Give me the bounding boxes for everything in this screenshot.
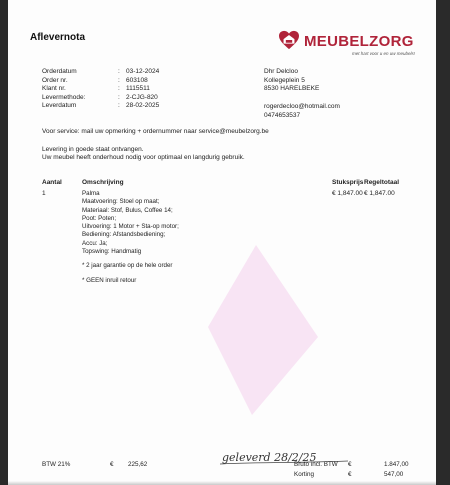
row-qty: 1 <box>42 190 46 197</box>
handwritten-signature <box>218 448 368 466</box>
document-title: Aflevernota <box>30 32 86 43</box>
spec-line: Materiaal: Stof, Bulus, Coffee 14; <box>82 206 173 214</box>
spec-line: Maatvoering: Stoel op maat; <box>82 198 160 206</box>
meta-colon: : <box>118 102 120 109</box>
spec-line: Bediening: Afstandsbediening; <box>82 231 166 239</box>
meta-value: 2-CJG-820 <box>126 93 158 101</box>
delivery-note-page <box>8 0 436 485</box>
meta-label: Klant nr. <box>42 85 66 92</box>
customer-name: Dhr Delcloo <box>264 68 298 75</box>
spec-line: Poot: Poten; <box>82 214 117 222</box>
service-note: Voor service: mail uw opmerking + ordernummer naar service@meubelzorg.be <box>42 128 269 135</box>
header-qty: Aantal <box>42 179 62 186</box>
meta-row-order-nr <box>42 77 159 86</box>
customer-city: 8530 HARELBEKE <box>264 85 320 92</box>
watermark-diamond <box>208 245 318 415</box>
delivery-note-line-1: Levering in goede staat ontvangen. <box>42 146 144 153</box>
meta-label: Orderdatum <box>42 68 77 75</box>
meta-row-klant-nr <box>42 85 159 94</box>
meta-row-orderdatum <box>42 68 159 77</box>
order-meta <box>42 68 159 111</box>
spec-line: Uitvoering: 1 Motor + Sta-op motor; <box>82 223 179 231</box>
row-unit-price: € 1,847.00 <box>332 190 363 197</box>
page-edge-shadow <box>8 481 436 485</box>
delivery-note-line-2: Uw meubel heeft onderhoud nodig voor optimaal en langdurig gebruik. <box>42 154 245 161</box>
meta-row-leverdatum <box>42 102 159 111</box>
handwritten-text: geleverd 28/2/25 <box>222 451 317 464</box>
meta-colon: : <box>118 93 120 101</box>
vat-label: BTW 21% <box>42 461 71 468</box>
discount-label: Korting <box>294 471 314 478</box>
brand-tagline: met hart voor u en uw meubels! <box>352 51 416 56</box>
note-line: * 2 jaar garantie op de hele order <box>82 262 173 270</box>
header-line-total: Regeltotaal <box>364 179 400 186</box>
gross-currency: € <box>348 461 352 468</box>
header-unit-price: Stuksprijs <box>332 179 364 186</box>
vat-value: 225,62 <box>128 461 148 468</box>
gross-label: Bruto incl. BTW <box>294 461 338 468</box>
spec-line: Accu: Ja; <box>82 239 108 247</box>
meta-value: 1115511 <box>126 85 150 92</box>
product-name: Palma <box>82 190 100 197</box>
heart-icon <box>278 30 300 50</box>
meta-label: Levermethode: <box>42 93 86 101</box>
summary-values <box>384 460 409 480</box>
meta-row-levermethode <box>42 94 159 103</box>
brand-name: MEUBELZORG <box>304 33 414 50</box>
meta-value: 603108 <box>126 76 148 84</box>
meta-colon: : <box>118 85 120 92</box>
discount-value: 547,00 <box>384 471 404 478</box>
customer-contact <box>264 103 340 120</box>
gross-value: 1.847,00 <box>384 461 409 468</box>
spec-line: Topswing: Handmatig <box>82 248 142 256</box>
discount-currency: € <box>348 471 352 478</box>
summary-currencies <box>348 460 352 480</box>
delivery-note <box>42 146 245 162</box>
meta-value: 28-02-2025 <box>126 102 160 109</box>
customer-email: rogerdecloo@hotmail.com <box>264 103 340 110</box>
row-line-total: € 1,847.00 <box>364 190 395 197</box>
header-description: Omschrijving <box>82 179 124 186</box>
vat-currency: € <box>110 461 114 468</box>
brand-logo <box>278 30 428 62</box>
customer-street: Kollegeplein 5 <box>264 76 305 84</box>
meta-label: Order nr. <box>42 76 68 84</box>
customer-phone: 0474653537 <box>264 111 301 119</box>
meta-value: 03-12-2024 <box>126 68 160 75</box>
customer-address <box>264 68 319 94</box>
summary-labels <box>294 460 338 480</box>
meta-colon: : <box>118 76 120 84</box>
note-line: * GEEN inruil retour <box>82 276 137 284</box>
meta-label: Leverdatum <box>42 102 77 109</box>
meta-colon: : <box>118 68 120 75</box>
